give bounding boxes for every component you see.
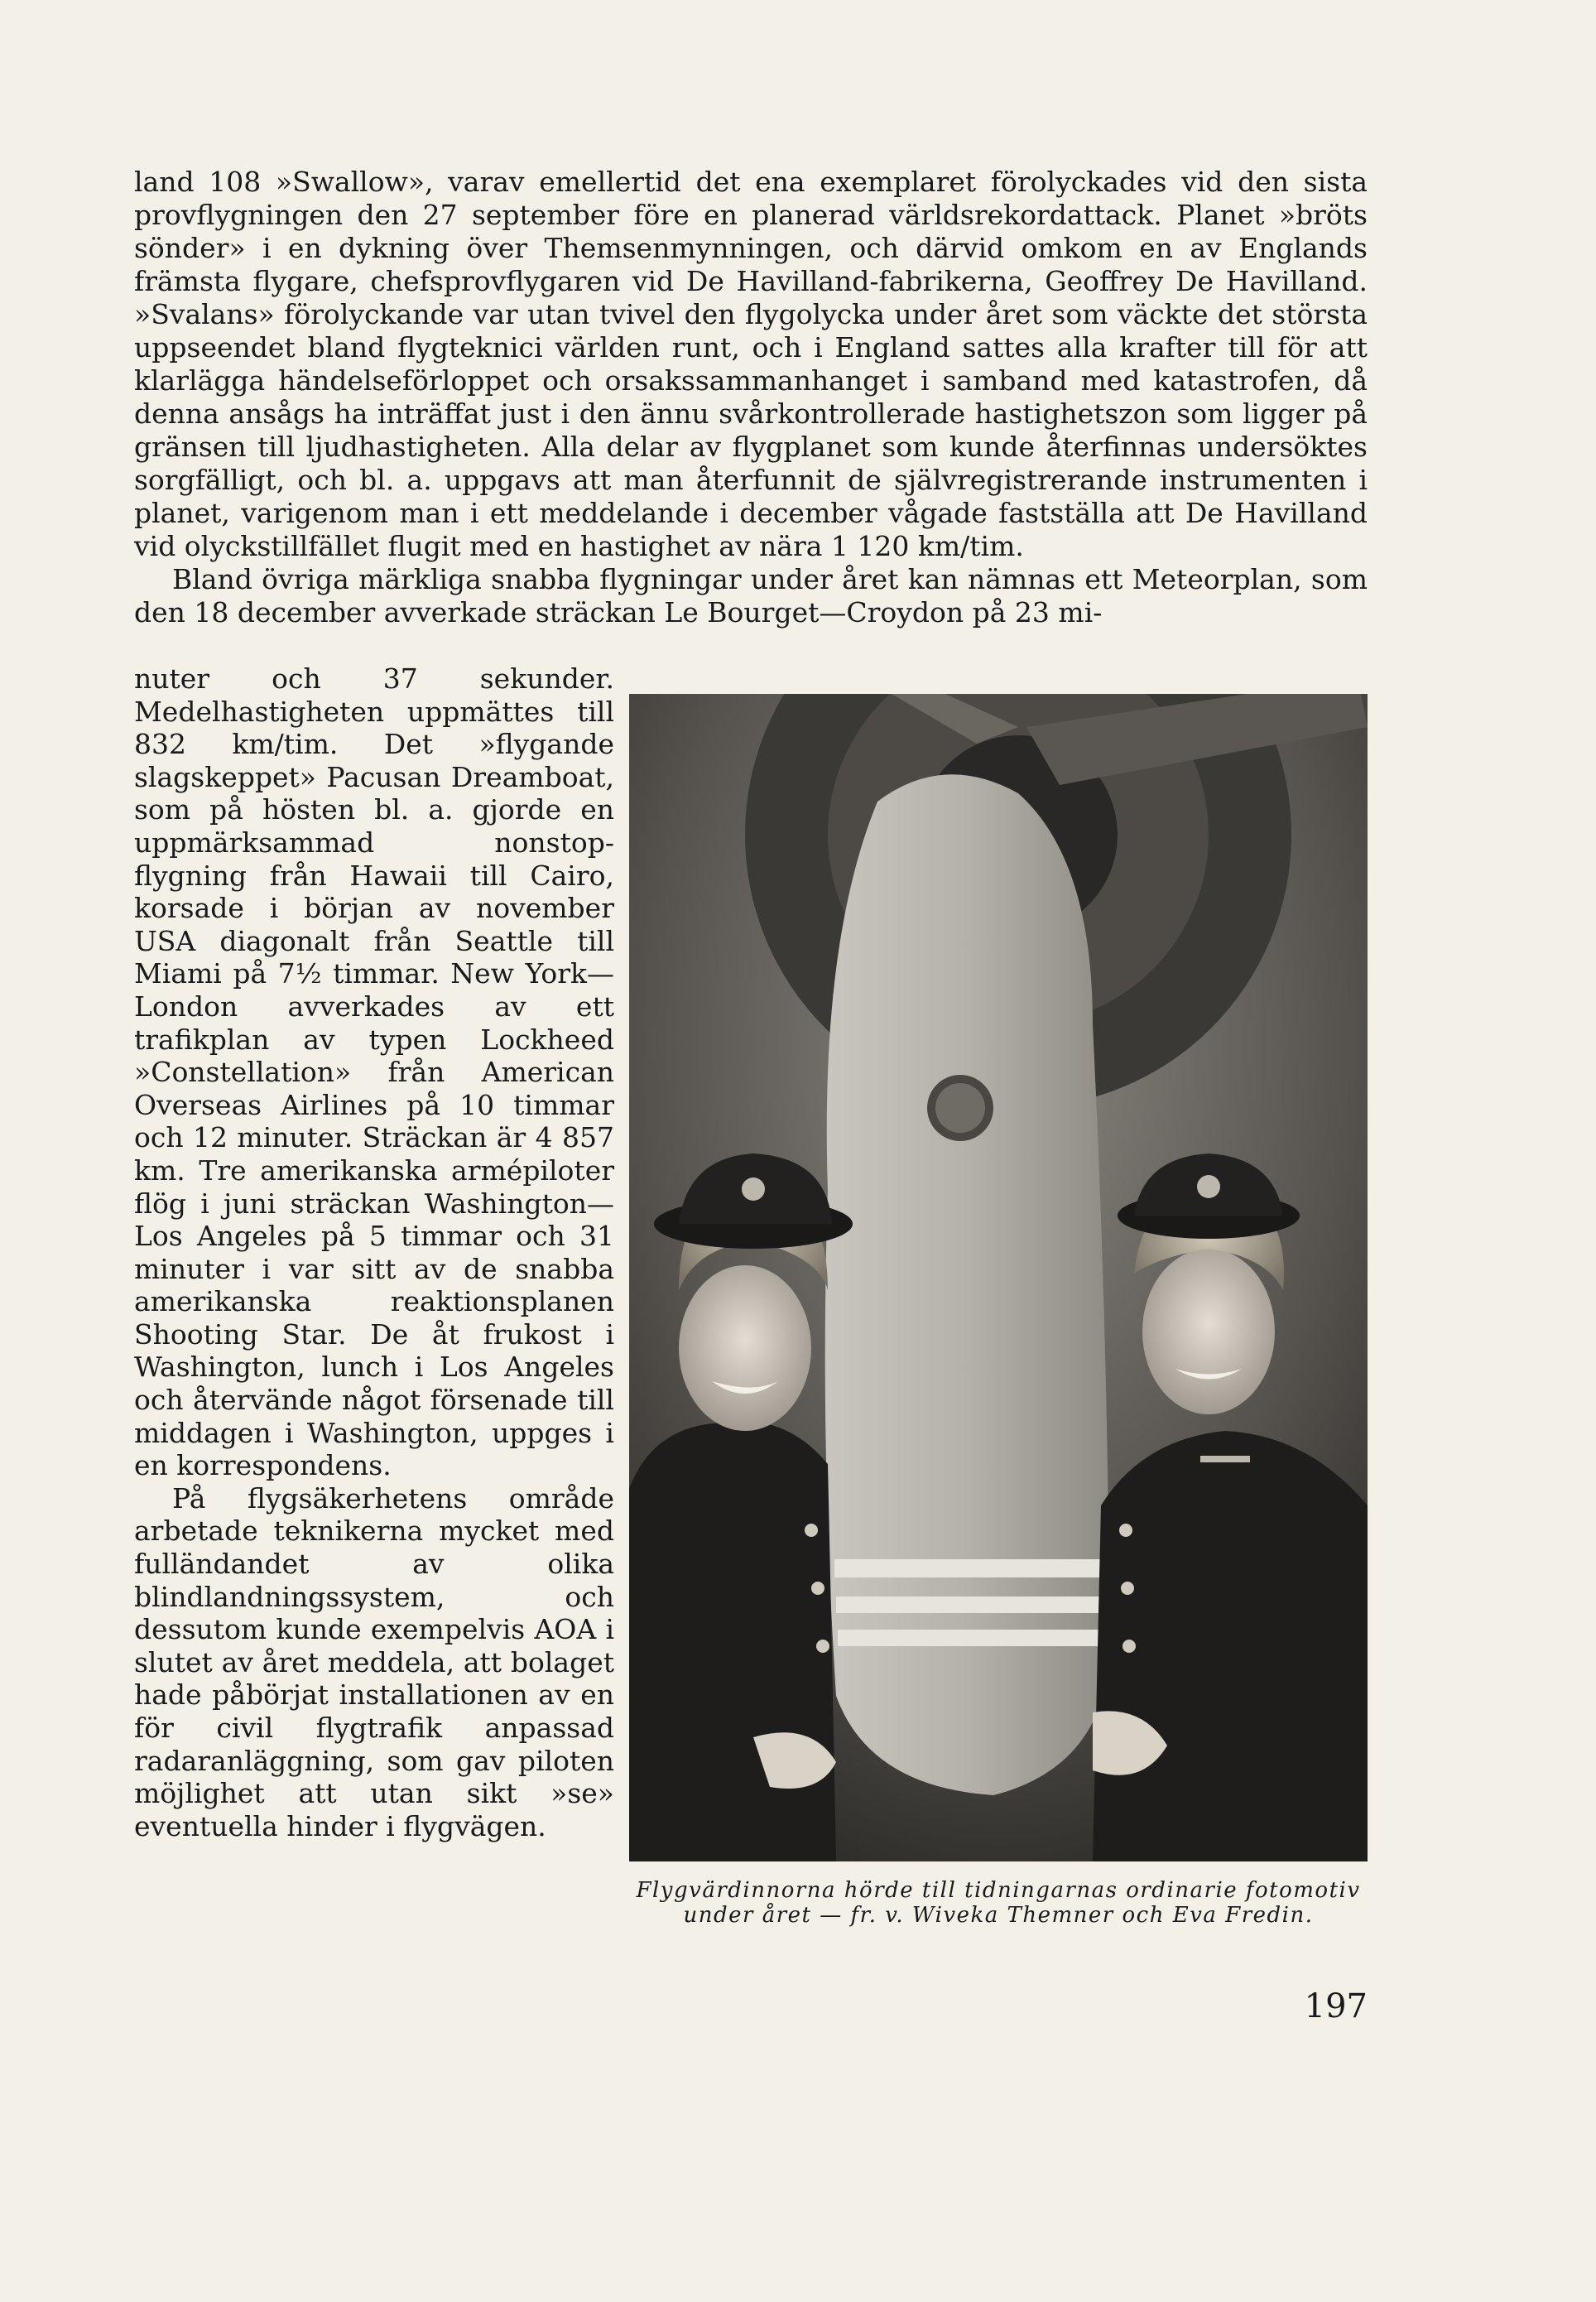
- photo-flight-attendants: [629, 694, 1368, 1861]
- full-width-text: [134, 166, 1368, 629]
- propeller-blade: [825, 774, 1109, 1795]
- page-number: 197: [1304, 1987, 1368, 2025]
- photo-caption: Flygvärdinnorna hörde till tidningarnas ordinarie fotomotiv under året — fr. v. Wiveka Themner och Eva Fredin.: [636, 1878, 1361, 1928]
- paragraph-flight-safety: På flygsäkerhetens område arbetade teknikerna mycket med fulländandet av olika blindlandningssystem, och dessutom kunde exempelvis AOA i slutet av året meddela, att bolaget hade påbörjat installationen av en för civil flygtrafik anpassad radaranläggning, som gav piloten möjlighet att utan sikt »se» eventuella hinder i flygvägen.: [134, 1481, 614, 1842]
- paragraph-fast-flights-start: Bland övriga märkliga snabba flygningar under året kan nämnas ett Meteorplan, som den 18 december avverkade sträckan Le Bourget—Croydon på 23 mi-: [134, 563, 1368, 628]
- paragraph-fast-flights-cont: nuter och 37 sekunder. Medelhastigheten uppmättes till 832 km/tim. Det »flygande slagskeppet» Pacusan Dreamboat, som på hösten bl. a. gjorde en uppmärksammad nonstop-flygning från Hawaii till Cairo, korsade i början av november USA diagonalt från Seattle till Miami på 7½ timmar. New York—London avverkades av ett trafikplan av typen Lockheed »Constellation» från American Overseas Airlines på 10 timmar och 12 minuter. Sträckan är 4 857 km. Tre amerikanska armépiloter flög i juni sträckan Washington—Los Angeles på 5 timmar och 31 minuter i var sitt av de snabba amerikanska reaktionsplanen Shooting Star. De åt frukost i Washington, lunch i Los Angeles och återvände något försenade till middagen i Washington, uppges i en korrespondens.: [134, 662, 614, 1482]
- paragraph-swallow: land 108 »Swallow», varav emellertid det ena exemplaret förolyckades vid den sista provflygningen den 27 september före en planerad världsrekordattack. Planet »bröts sönder» i en dykning över Themsenmynningen, och därvid omkom en av Englands främsta flygare, chefsprovflygaren vid De Havilland-fabrikerna, Geoffrey De Havilland. »Svalans» förolyckande var utan tvivel den flygolycka under året som väckte det största uppseendet bland flygteknici världen runt, och i England sattes alla krafter till för att klarlägga händelseförloppet och orsakssammanhanget i samband med katastrofen, då denna ansågs ha inträffat just i den ännu svårkontrollerade hastighetszon som ligger på gränsen till ljudhastigheten. Alla delar av flygplanet som kunde återfinnas undersöktes sorgfälligt, och bl. a. uppgavs att man återfunnit de självregistrerande instrumenten i planet, varigenom man i ett meddelande i december vågade fastställa att De Havilland vid olyckstillfället flugit med en hastighet av nära 1 120 km/tim.: [134, 166, 1368, 562]
- left-column-text: [134, 662, 614, 1842]
